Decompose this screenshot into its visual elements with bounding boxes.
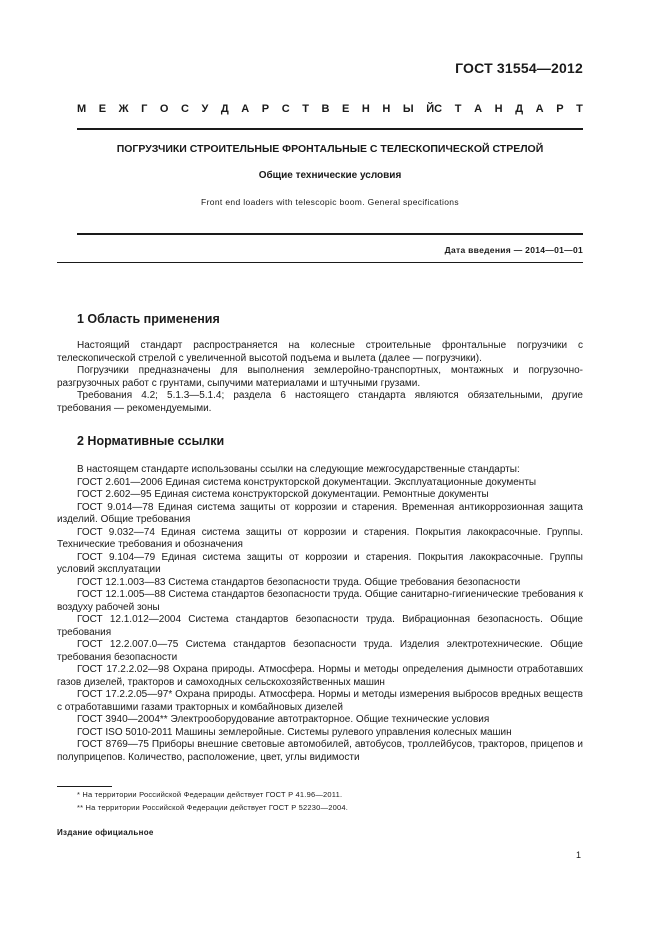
standard-type-heading [77,103,583,115]
reference-item: ГОСТ 17.2.2.05—97* Охрана природы. Атмосфера. Нормы и методы измерения выбросов вредных веществ с отработавшими газами тракторных и комбайновых дизелей [57,689,583,713]
reference-item: ГОСТ 12.2.007.0—75 Система стандартов безопасности труда. Изделия электротехнические. Общие требования безопасности [57,639,583,663]
reference-item: ГОСТ ISO 5010-2011 Машины землеройные. Системы рулевого управления колесных машин [77,726,512,738]
heading-letter: Т [454,103,462,115]
header-divider [77,128,583,130]
heading-letter: Ж [118,103,129,115]
heading-letter: О [159,103,169,115]
heading-letter: В [321,103,330,115]
reference-item: ГОСТ 2.602—95 Единая система конструкторской документации. Ремонтные документы [77,489,489,500]
heading-letter: У [201,103,209,115]
section-2-heading: 2 Нормативные ссылки [77,434,225,448]
paragraph: В настоящем стандарте использованы ссылки на следующие межгосударственные стандарты: [77,464,520,475]
heading-letter: С [434,103,443,115]
heading-letter: М [77,103,87,115]
footnote-divider [57,786,112,787]
reference-item: ГОСТ 8769—75 Приборы внешние световые автомобилей, автобусов, троллейбусов, тракторов, прицепов и полуприцепов. Количество, расположение, цвет, углы видимости [57,739,583,763]
standard-type-word1 [77,103,434,115]
heading-letter: Ы [402,103,414,115]
heading-letter: Т [302,103,309,115]
page-number: 1 [575,850,581,860]
footnote: * На территории Российской Федерации действует ГОСТ Р 41.96—2011. [77,790,343,799]
section-1-heading: 1 Область применения [77,312,220,326]
document-title: ПОГРУЗЧИКИ СТРОИТЕЛЬНЫЕ ФРОНТАЛЬНЫЕ С ТЕЛЕСКОПИЧЕСКОЙ СТРЕЛОЙ [116,143,544,155]
reference-item: ГОСТ 9.014—78 Единая система защиты от коррозии и старения. Временная антикоррозионная защита изделий. Общие требования [57,501,583,525]
heading-letter: Г [141,103,148,115]
heading-letter: С [181,103,189,115]
heading-letter: Н [382,103,391,115]
reference-item: ГОСТ 12.1.003—83 Система стандартов безопасности труда. Общие требования безопасности [77,576,521,588]
gost-number: ГОСТ 31554—2012 [455,60,583,76]
heading-letter: Д [220,103,229,115]
reference-item: ГОСТ 3940—2004** Электрооборудование автотракторное. Общие технические условия [77,714,490,725]
section-2-body [57,464,583,764]
heading-letter: Р [261,103,270,115]
heading-letter: Д [515,103,524,115]
reference-item: ГОСТ 9.032—74 Единая система защиты от коррозии и старения. Покрытия лакокрасочные. Группы. Технические требования и обозначения [57,526,583,550]
standard-type-word2 [434,103,583,115]
heading-letter: С [281,103,290,115]
document-subtitle: Общие технические условия [258,170,402,181]
heading-letter: Р [556,103,564,115]
reference-item: ГОСТ 12.1.005—88 Система стандартов безопасности труда. Общие санитарно-гигиенические требования к воздуху рабочей зоны [57,589,583,613]
heading-letter: Т [576,103,583,115]
heading-letter: Е [98,103,107,115]
heading-letter: Н [494,103,503,115]
footnote: ** На территории Российской Федерации действует ГОСТ Р 52230—2004. [77,803,349,812]
heading-letter: Е [341,103,350,115]
heading-letter: Й [426,103,435,115]
introduction-date: Дата введения — 2014—01—01 [444,245,583,255]
reference-item: ГОСТ 2.601—2006 Единая система конструкторской документации. Эксплуатационные документы [77,476,537,488]
section-1-body [57,340,583,415]
reference-item: ГОСТ 12.1.012—2004 Система стандартов безопасности труда. Вибрационная безопасность. Общие требования [57,614,583,638]
heading-letter: А [474,103,483,115]
heading-letter: Н [361,103,370,115]
date-divider [57,262,583,263]
heading-letter: А [241,103,250,115]
reference-item: ГОСТ 17.2.2.02—98 Охрана природы. Атмосфера. Нормы и методы определения дымности отработавших газов дизелей, тракторов и самоходных сельскохозяйственных машин [57,664,583,688]
heading-letter: А [535,103,544,115]
title-divider [77,233,583,235]
edition-label: Издание официальное [57,828,154,837]
paragraph: Требования 4.2; 5.1.3—5.1.4; раздела 6 настоящего стандарта являются обязательными, другие требования — рекомендуемыми. [57,390,583,414]
reference-item: ГОСТ 9.104—79 Единая система защиты от коррозии и старения. Покрытия лакокрасочные. Группы условий эксплуатации [57,551,583,575]
paragraph: Погрузчики предназначены для выполнения землеройно-транспортных, монтажных и погрузочно-разгрузочных работ с грунтами, сыпучими материалами и штучными грузами. [57,365,583,389]
paragraph: Настоящий стандарт распространяется на колесные строительные фронтальные погрузчики с телескопической стрелой с увеличенной высотой подъема и вылета (далее — погрузчики). [57,340,583,364]
english-title: Front end loaders with telescopic boom. General specifications [201,197,459,207]
